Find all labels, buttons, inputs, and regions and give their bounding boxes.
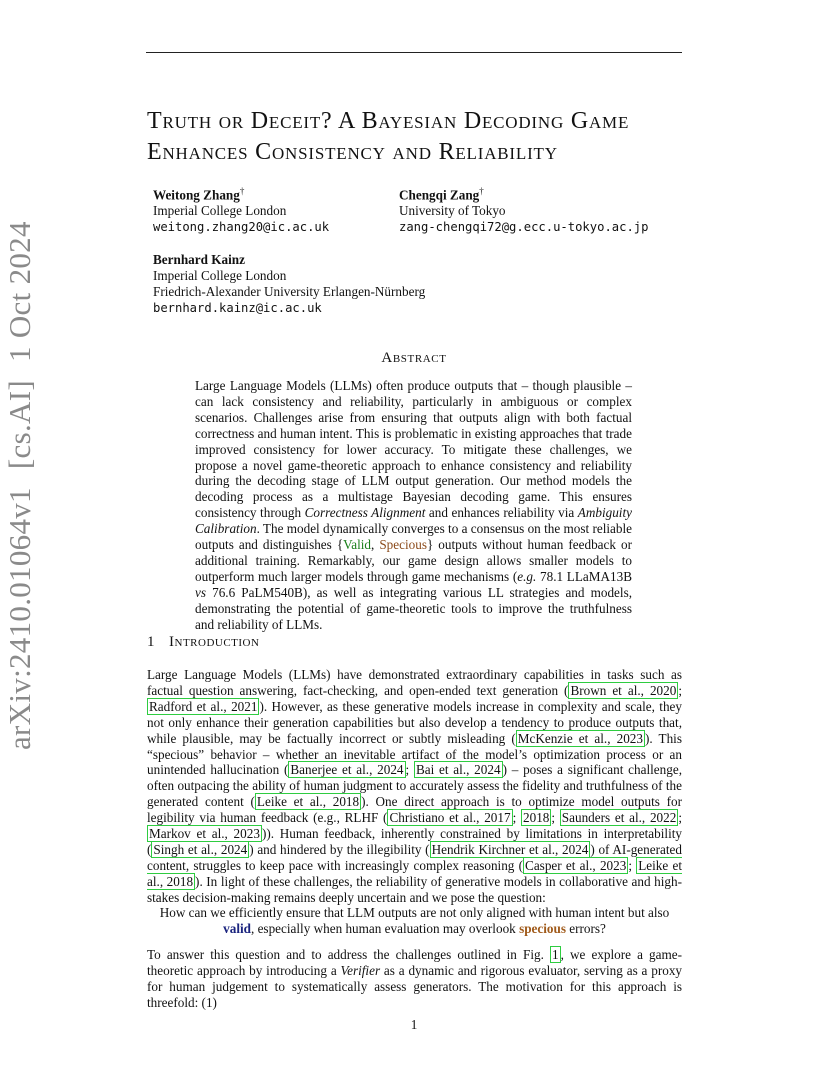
page-number: 1 <box>410 1017 418 1032</box>
section-heading <box>147 634 259 651</box>
citation-link[interactable]: Leike et al., 2018 <box>147 857 682 889</box>
author-email[interactable]: zang-chengqi72@g.ecc.u-tokyo.ac.jp <box>399 220 649 235</box>
section-title: Introduction <box>169 634 260 650</box>
section-number: 1 <box>147 634 155 650</box>
citation-link[interactable]: 2018 <box>523 810 550 826</box>
citation-link[interactable]: McKenzie et al., 2023 <box>517 730 643 746</box>
figure-link[interactable]: 1 <box>551 947 559 962</box>
top-rule <box>146 52 682 53</box>
abstract-body: Large Language Models (LLMs) often produce outputs that – though plausible – can lack consistency and reliability, particularly in ambiguous or complex scenarios. Challenges arise from ensuring that outputs align with both factual correctness and human intent. This is problematic in existing approaches that trade improved consistency for lower accuracy. To mitigate these challenges, we propose a novel game-theoretic approach to enhance consistency and reliability during the decoding stage of LLM output generation. Our method models the decoding process as a multistage Bayesian decoding game. This ensures consistency through Correctness Alignment and enhances reliability via Ambiguity Calibration. The model dynamically converges to a consensus on the most reliable outputs and distinguishes {Valid, Specious} outputs without human feedback or additional training. Remarkably, our game design allows smaller models to outperform much larger models through game mechanisms (e.g. 78.1 LLaMA13B vs 76.6 PaLM540B), as well as integrating various LL strategies and models, demonstrating the potential of game-theoretic tools to improve the truthfulness and reliability of LLMs. <box>195 378 632 632</box>
intro-paragraph: Large Language Models (LLMs) have demonstrated extraordinary capabilities in tasks such as factual question answering, fact-checking, and open-ended text generation ( Brown et al., 2020 ; Radford et al., 2021 ). However, as these generative models increase in complexity and scale, they not only enhance their generation capabilities but also develop a tendency to produce outputs that, while plausible, may be factually incorrect or subtly misleading ( McKenzie et al., 2023 ). This “specious” behavior – whether an inevitable artifact of the model’s optimization process or an unintended hallucination ( Banerjee et al., 2024 ; Bai et al., 2024 ) – poses a significant challenge, often outpacing the ability of human judgment to accurately assess the fidelity and truthfulness of the generated content ( Leike et al., 2018 ). One direct approach is to optimize model outputs for legibility via human feedback (e.g., RLHF ( Christiano et al., 2017 ; 2018 ; Saunders et al., 2022 ; Markov et al., 2023 )). Human feedback, inherently constrained by limitations in interpretability ( Singh et al., 2024 ) and hindered by the illegibility ( Hendrik Kirchner et al., 2024 ) of AI-generated content, struggles to keep pace with increasingly complex reasoning ( Casper et al., 2023 ; Leike et al., 2018 ). In light of these challenges, the reliability of generative models in collaborative and high-stakes decision-making remains deeply uncertain and we pose the question: <box>147 667 683 905</box>
author-block <box>399 183 648 235</box>
arxiv-id[interactable]: arXiv:2410.01064v1 <box>2 487 37 750</box>
author-affiliation: Friedrich-Alexander University Erlangen-Nürnberg <box>153 284 426 299</box>
citation-link[interactable]: Bai et al., 2024 <box>415 762 501 778</box>
author-name: Chengqi Zang† <box>399 186 484 203</box>
citation-link[interactable]: Hendrik Kirchner et al., 2024 <box>431 841 589 857</box>
citation-link[interactable]: Radford et al., 2021 <box>149 698 258 714</box>
valid-keyword: valid <box>223 921 251 936</box>
specious-label: Specious <box>379 537 427 553</box>
citation-link[interactable]: Saunders et al., 2022 <box>561 810 677 826</box>
citation-link[interactable]: Banerjee et al., 2024 <box>290 762 404 778</box>
arxiv-category: [cs.AI] <box>2 380 37 470</box>
abstract-heading: Abstract <box>381 350 447 366</box>
citation-link[interactable]: Markov et al., 2023 <box>149 826 260 842</box>
citation-link[interactable]: Brown et al., 2020 <box>570 682 677 698</box>
citation-link[interactable]: Casper et al., 2023 <box>525 857 627 873</box>
title-line: Enhances Consistency and Reliability <box>147 139 558 165</box>
citation-link[interactable]: Christiano et al., 2017 <box>389 810 511 826</box>
author-block <box>153 183 329 235</box>
author-email[interactable]: bernhard.kainz@ic.ac.uk <box>153 301 322 315</box>
paper-title <box>147 106 707 168</box>
citation-link[interactable]: Singh et al., 2024 <box>153 841 248 857</box>
valid-label: Valid <box>343 537 371 553</box>
author-name: Bernhard Kainz <box>153 252 245 267</box>
specious-keyword: specious <box>519 921 566 936</box>
author-name: Weitong Zhang† <box>153 186 245 203</box>
author-block <box>153 252 425 316</box>
author-email[interactable]: weitong.zhang20@ic.ac.uk <box>153 220 330 235</box>
research-question: How can we efficiently ensure that LLM outputs are not only aligned with human intent but also valid, especially when human evaluation may overlook specious errors? <box>159 905 670 936</box>
author-affiliation: Imperial College London <box>153 268 287 283</box>
author-affiliation: Imperial College London <box>153 203 287 219</box>
title-line: Truth or Deceit? A Bayesian Decoding Game <box>147 108 630 134</box>
intro-paragraph-2: To answer this question and to address the challenges outlined in Fig. 1 , we explore a game-theoretic approach by introducing a Verifier as a dynamic and rigorous evaluator, serving as a proxy for human judgement to systematically assess generators. The motivation for this approach is threefold: (1) <box>147 947 683 1010</box>
author-affiliation: University of Tokyo <box>399 203 506 219</box>
citation-link[interactable]: Leike et al., 2018 <box>256 794 360 810</box>
arxiv-date: 1 Oct 2024 <box>2 221 37 362</box>
